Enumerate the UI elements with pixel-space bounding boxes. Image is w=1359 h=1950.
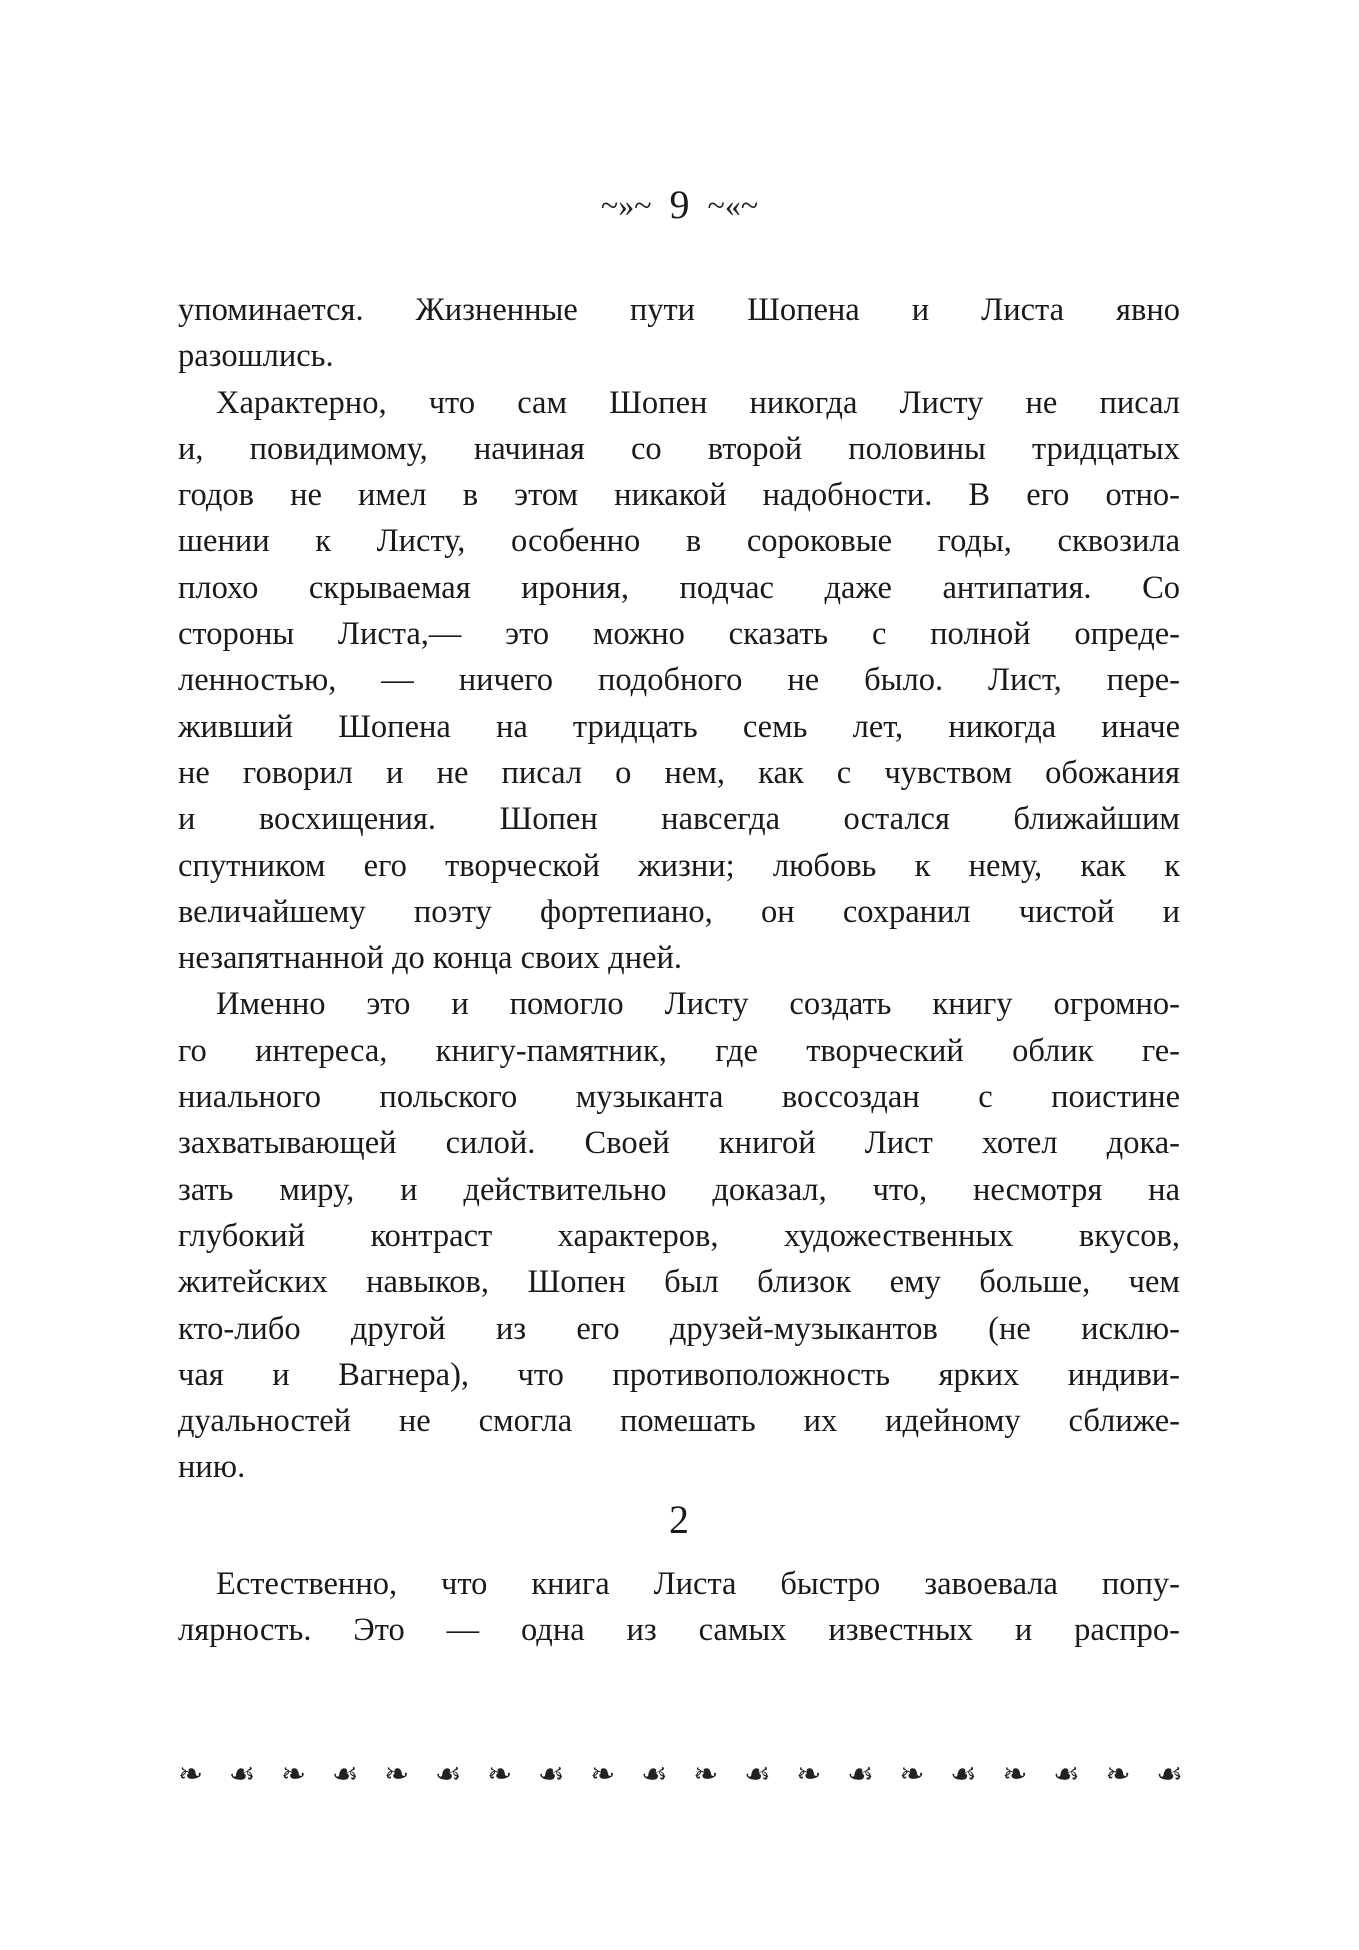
text-line: нию. [178,1449,246,1486]
text-line: лярность. Это — одна из самых известных и распро- [178,1612,1180,1649]
text-line: глубокий контраст характеров, художественных вкусов, [178,1217,1180,1254]
page-header [0,176,1359,230]
ornament-right-icon: ~«~ [707,186,759,223]
bottom-ornament-icon: ❧ ☙ ❧ ☙ ❧ ☙ ❧ ☙ ❧ ☙ ❧ ☙ ❧ ☙ ❧ ☙ ❧ ☙ ❧ ☙ [178,1758,1183,1791]
text-line: Характерно, что сам Шопен никогда Листу не писал [216,384,1180,421]
text-line: упоминается. Жизненные пути Шопена и Листа явно [178,292,1180,328]
ornament-left-icon: ~»~ [600,186,652,223]
text-line: зать миру, и действительно доказал, что, несмотря на [178,1171,1180,1208]
text-line: дуальностей не смогла помешать их идейному сближе- [178,1403,1180,1440]
section-number: 2 [669,1496,689,1542]
text-line: захватывающей силой. Своей книгой Лист хотел дока- [178,1125,1180,1162]
text-line: разошлись. [178,338,334,375]
text-line: величайшему поэту фортепиано, он сохранил чистой и [178,893,1180,930]
text-line: кто-либо другой из его друзей-музыкантов (не исклю- [178,1310,1180,1347]
text-line: стороны Листа,— это можно сказать с полной опреде- [178,616,1180,653]
text-line: незапятнанной до конца своих дней. [178,940,683,977]
body-text [178,287,1180,1653]
text-line: го интереса, книгу-памятник, где творческий облик ге- [178,1032,1180,1069]
text-line: спутником его творческой жизни; любовь к нему, как к [178,847,1180,884]
text-line: Естественно, что книга Листа быстро завоевала попу- [216,1565,1180,1602]
text-line: шении к Листу, особенно в сороковые годы, сквозила [178,523,1180,560]
text-line: Именно это и помогло Листу создать книгу огромно- [216,986,1180,1023]
text-line: не говорил и не писал о нем, как с чувством обожания [178,754,1180,791]
text-line: житейских навыков, Шопен был близок ему больше, чем [178,1264,1180,1301]
text-line: чая и Вагнера), что противоположность ярких индиви- [178,1356,1180,1393]
text-line: и восхищения. Шопен навсегда остался ближайшим [178,801,1180,838]
text-line: плохо скрываемая ирония, подчас даже антипатия. Со [178,569,1180,606]
text-line: ленностью, — ничего подобного не было. Лист, пере- [178,662,1180,699]
text-line: и, повидимому, начиная со второй половины тридцатых [178,430,1180,467]
text-line: ниального польского музыканта воссоздан с поистине [178,1079,1180,1116]
page-number: 9 [669,181,690,227]
text-line: живший Шопена на тридцать семь лет, никогда иначе [178,708,1180,745]
text-line: годов не имел в этом никакой надобности. В его отно- [178,477,1180,514]
